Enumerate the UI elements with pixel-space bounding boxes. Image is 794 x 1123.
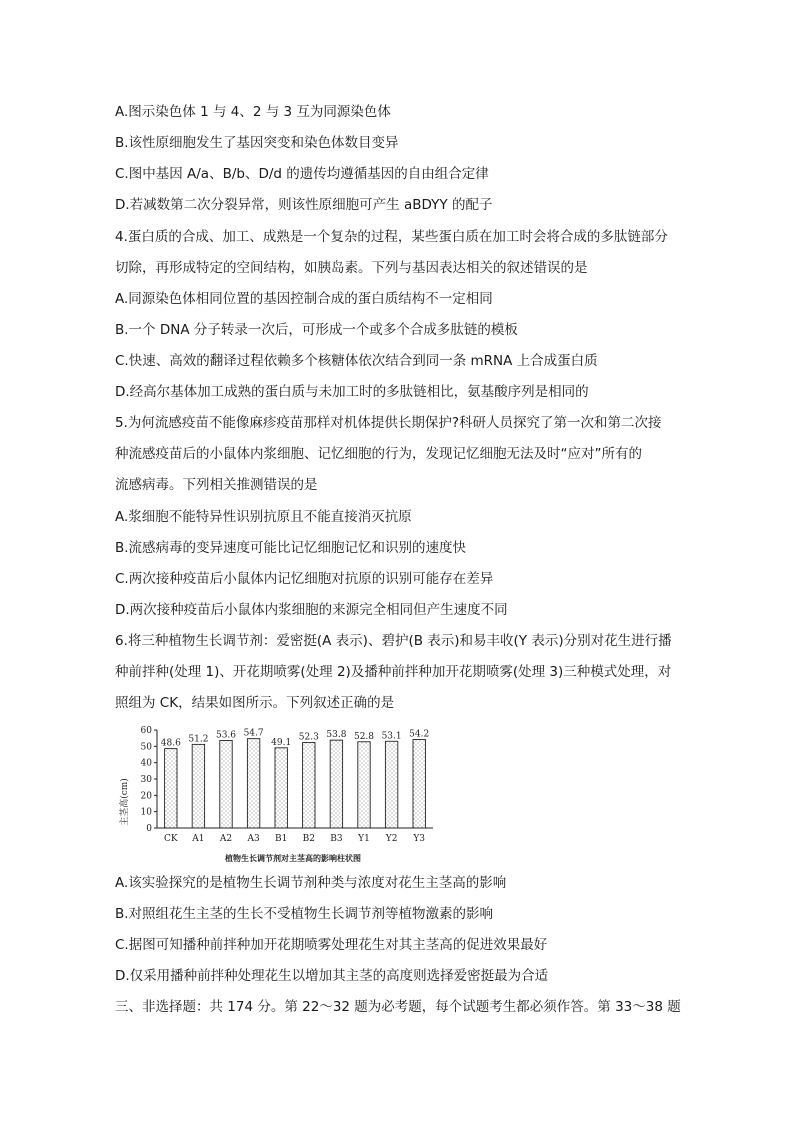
q5-stem-line-3: 流感病毒。下列相关推测错误的是 bbox=[115, 477, 318, 493]
q6-option-c: C.据图可知播种前拌种加开花期喷雾处理花生对其主茎高的促进效果最好 bbox=[115, 937, 548, 953]
bar-b3 bbox=[330, 740, 342, 828]
x-tick-label-y1: Y1 bbox=[358, 834, 370, 844]
data-label-y2: 53.1 bbox=[381, 731, 402, 742]
q5-option-c: C.两次接种疫苗后小鼠体内记忆细胞对抗原的识别可能存在差异 bbox=[115, 571, 494, 587]
x-tick-label-ck: CK bbox=[163, 834, 178, 844]
q3-option-d: D.若减数第二次分裂异常，则该性原细胞可产生 aBDYY 的配子 bbox=[115, 197, 493, 213]
bar-y2 bbox=[385, 741, 397, 828]
q6-stem-line-2: 种前拌种(处理 1)、开花期喷雾(处理 2)及播种前拌种加开花期喷雾(处理 3)三种模式处理，对 bbox=[115, 664, 672, 680]
q5-option-b: B.流感病毒的变异速度可能比记忆细胞记忆和识别的速度快 bbox=[115, 540, 467, 556]
x-tick-label-b1: B1 bbox=[275, 834, 288, 844]
bar-ck bbox=[165, 749, 177, 828]
bar-chart bbox=[113, 722, 443, 867]
q5-option-d: D.两次接种疫苗后小鼠体内浆细胞的来源完全相同但产生速度不同 bbox=[115, 602, 508, 618]
q6-option-a: A.该实验探究的是植物生长调节剂种类与浓度对花生主茎高的影响 bbox=[115, 875, 507, 891]
q6-option-d: D.仅采用播种前拌种处理花生以增加其主茎的高度则选择爱密挺最为合适 bbox=[115, 968, 549, 984]
x-tick-label-y3: Y3 bbox=[413, 834, 426, 844]
q3-option-a: A.图示染色体 1 与 4、2 与 3 互为同源染色体 bbox=[115, 104, 391, 120]
bar-chart-svg bbox=[113, 722, 443, 867]
q5-option-a: A.浆细胞不能特异性识别抗原且不能直接消灭抗原 bbox=[115, 509, 412, 525]
chart-caption: 植物生长调节剂对主茎高的影响柱状图 bbox=[225, 854, 361, 863]
y-tick-label: 60 bbox=[140, 726, 152, 736]
data-label-y3: 54.2 bbox=[409, 729, 430, 740]
bar-a2 bbox=[220, 740, 232, 828]
y-tick-label: 30 bbox=[140, 775, 152, 785]
x-tick-label-a1: A1 bbox=[192, 834, 205, 844]
data-label-b2: 52.3 bbox=[298, 732, 319, 743]
x-tick-label-y2: Y2 bbox=[385, 834, 398, 844]
bar-b1 bbox=[275, 748, 287, 828]
q5-stem-line-2: 种流感疫苗后的小鼠体内浆细胞、记忆细胞的行为，发现记忆细胞无法及时“应对”所有的 bbox=[115, 446, 642, 462]
data-label-b1: 49.1 bbox=[271, 737, 292, 748]
q3-option-b: B.该性原细胞发生了基因突变和染色体数目变异 bbox=[115, 135, 399, 151]
q4-option-c: C.快速、高效的翻译过程依赖多个核糖体依次结合到同一条 mRNA 上合成蛋白质 bbox=[115, 353, 598, 369]
y-tick-label: 0 bbox=[146, 824, 152, 834]
data-label-ck: 48.6 bbox=[160, 738, 181, 749]
q6-option-b: B.对照组花生主茎的生长不受植物生长调节剂等植物激素的影响 bbox=[115, 906, 494, 922]
q6-stem-line-1: 6.将三种植物生长调节剂：爱密挺(A 表示)、碧护(B 表示)和易丰收(Y 表示)分别对花生进行播 bbox=[115, 633, 672, 649]
x-tick-label-a3: A3 bbox=[247, 834, 260, 844]
y-tick-label: 40 bbox=[140, 758, 152, 769]
q4-stem-line-1: 4.蛋白质的合成、加工、成熟是一个复杂的过程，某些蛋白质在加工时会将合成的多肽链部分 bbox=[115, 229, 668, 245]
y-tick-label: 10 bbox=[140, 807, 152, 818]
q4-option-b: B.一个 DNA 分子转录一次后，可形成一个或多个合成多肽链的模板 bbox=[115, 322, 518, 338]
chart-y-axis-label: 主茎高(cm) bbox=[120, 778, 130, 826]
x-tick-label-b2: B2 bbox=[302, 834, 315, 844]
data-label-y1: 52.8 bbox=[353, 731, 375, 742]
data-label-a3: 54.7 bbox=[243, 728, 264, 739]
bar-y1 bbox=[358, 742, 370, 828]
section-3-heading: 三、非选择题：共 174 分。第 22～32 题为必考题，每个试题考生都必须作答。第 33～38 题 bbox=[115, 999, 681, 1015]
bar-y3 bbox=[413, 739, 425, 828]
data-label-b3: 53.8 bbox=[326, 730, 347, 741]
bar-b2 bbox=[303, 743, 315, 828]
data-label-a1: 51.2 bbox=[188, 734, 209, 745]
q5-stem-line-1: 5.为何流感疫苗不能像麻疹疫苗那样对机体提供长期保护?科研人员探究了第一次和第二次接 bbox=[115, 415, 662, 431]
bar-a1 bbox=[192, 744, 204, 828]
x-tick-label-b3: B3 bbox=[330, 834, 343, 844]
q3-option-c: C.图中基因 A/a、B/b、D/d 的遗传均遵循基因的自由组合定律 bbox=[115, 166, 489, 182]
q4-stem-line-2: 切除，再形成特定的空间结构，如胰岛素。下列与基因表达相关的叙述错误的是 bbox=[115, 260, 588, 276]
bar-a3 bbox=[247, 739, 259, 828]
y-tick-label: 20 bbox=[140, 791, 152, 802]
data-label-a2: 53.6 bbox=[215, 730, 237, 741]
y-tick-label: 50 bbox=[140, 742, 152, 753]
x-tick-label-a2: A2 bbox=[219, 834, 233, 844]
q6-stem-line-3: 照组为 CK，结果如图所示。下列叙述正确的是 bbox=[115, 695, 395, 711]
q4-option-d: D.经高尔基体加工成熟的蛋白质与未加工时的多肽链相比，氨基酸序列是相同的 bbox=[115, 384, 589, 400]
q4-option-a: A.同源染色体相同位置的基因控制合成的蛋白质结构不一定相同 bbox=[115, 291, 493, 307]
